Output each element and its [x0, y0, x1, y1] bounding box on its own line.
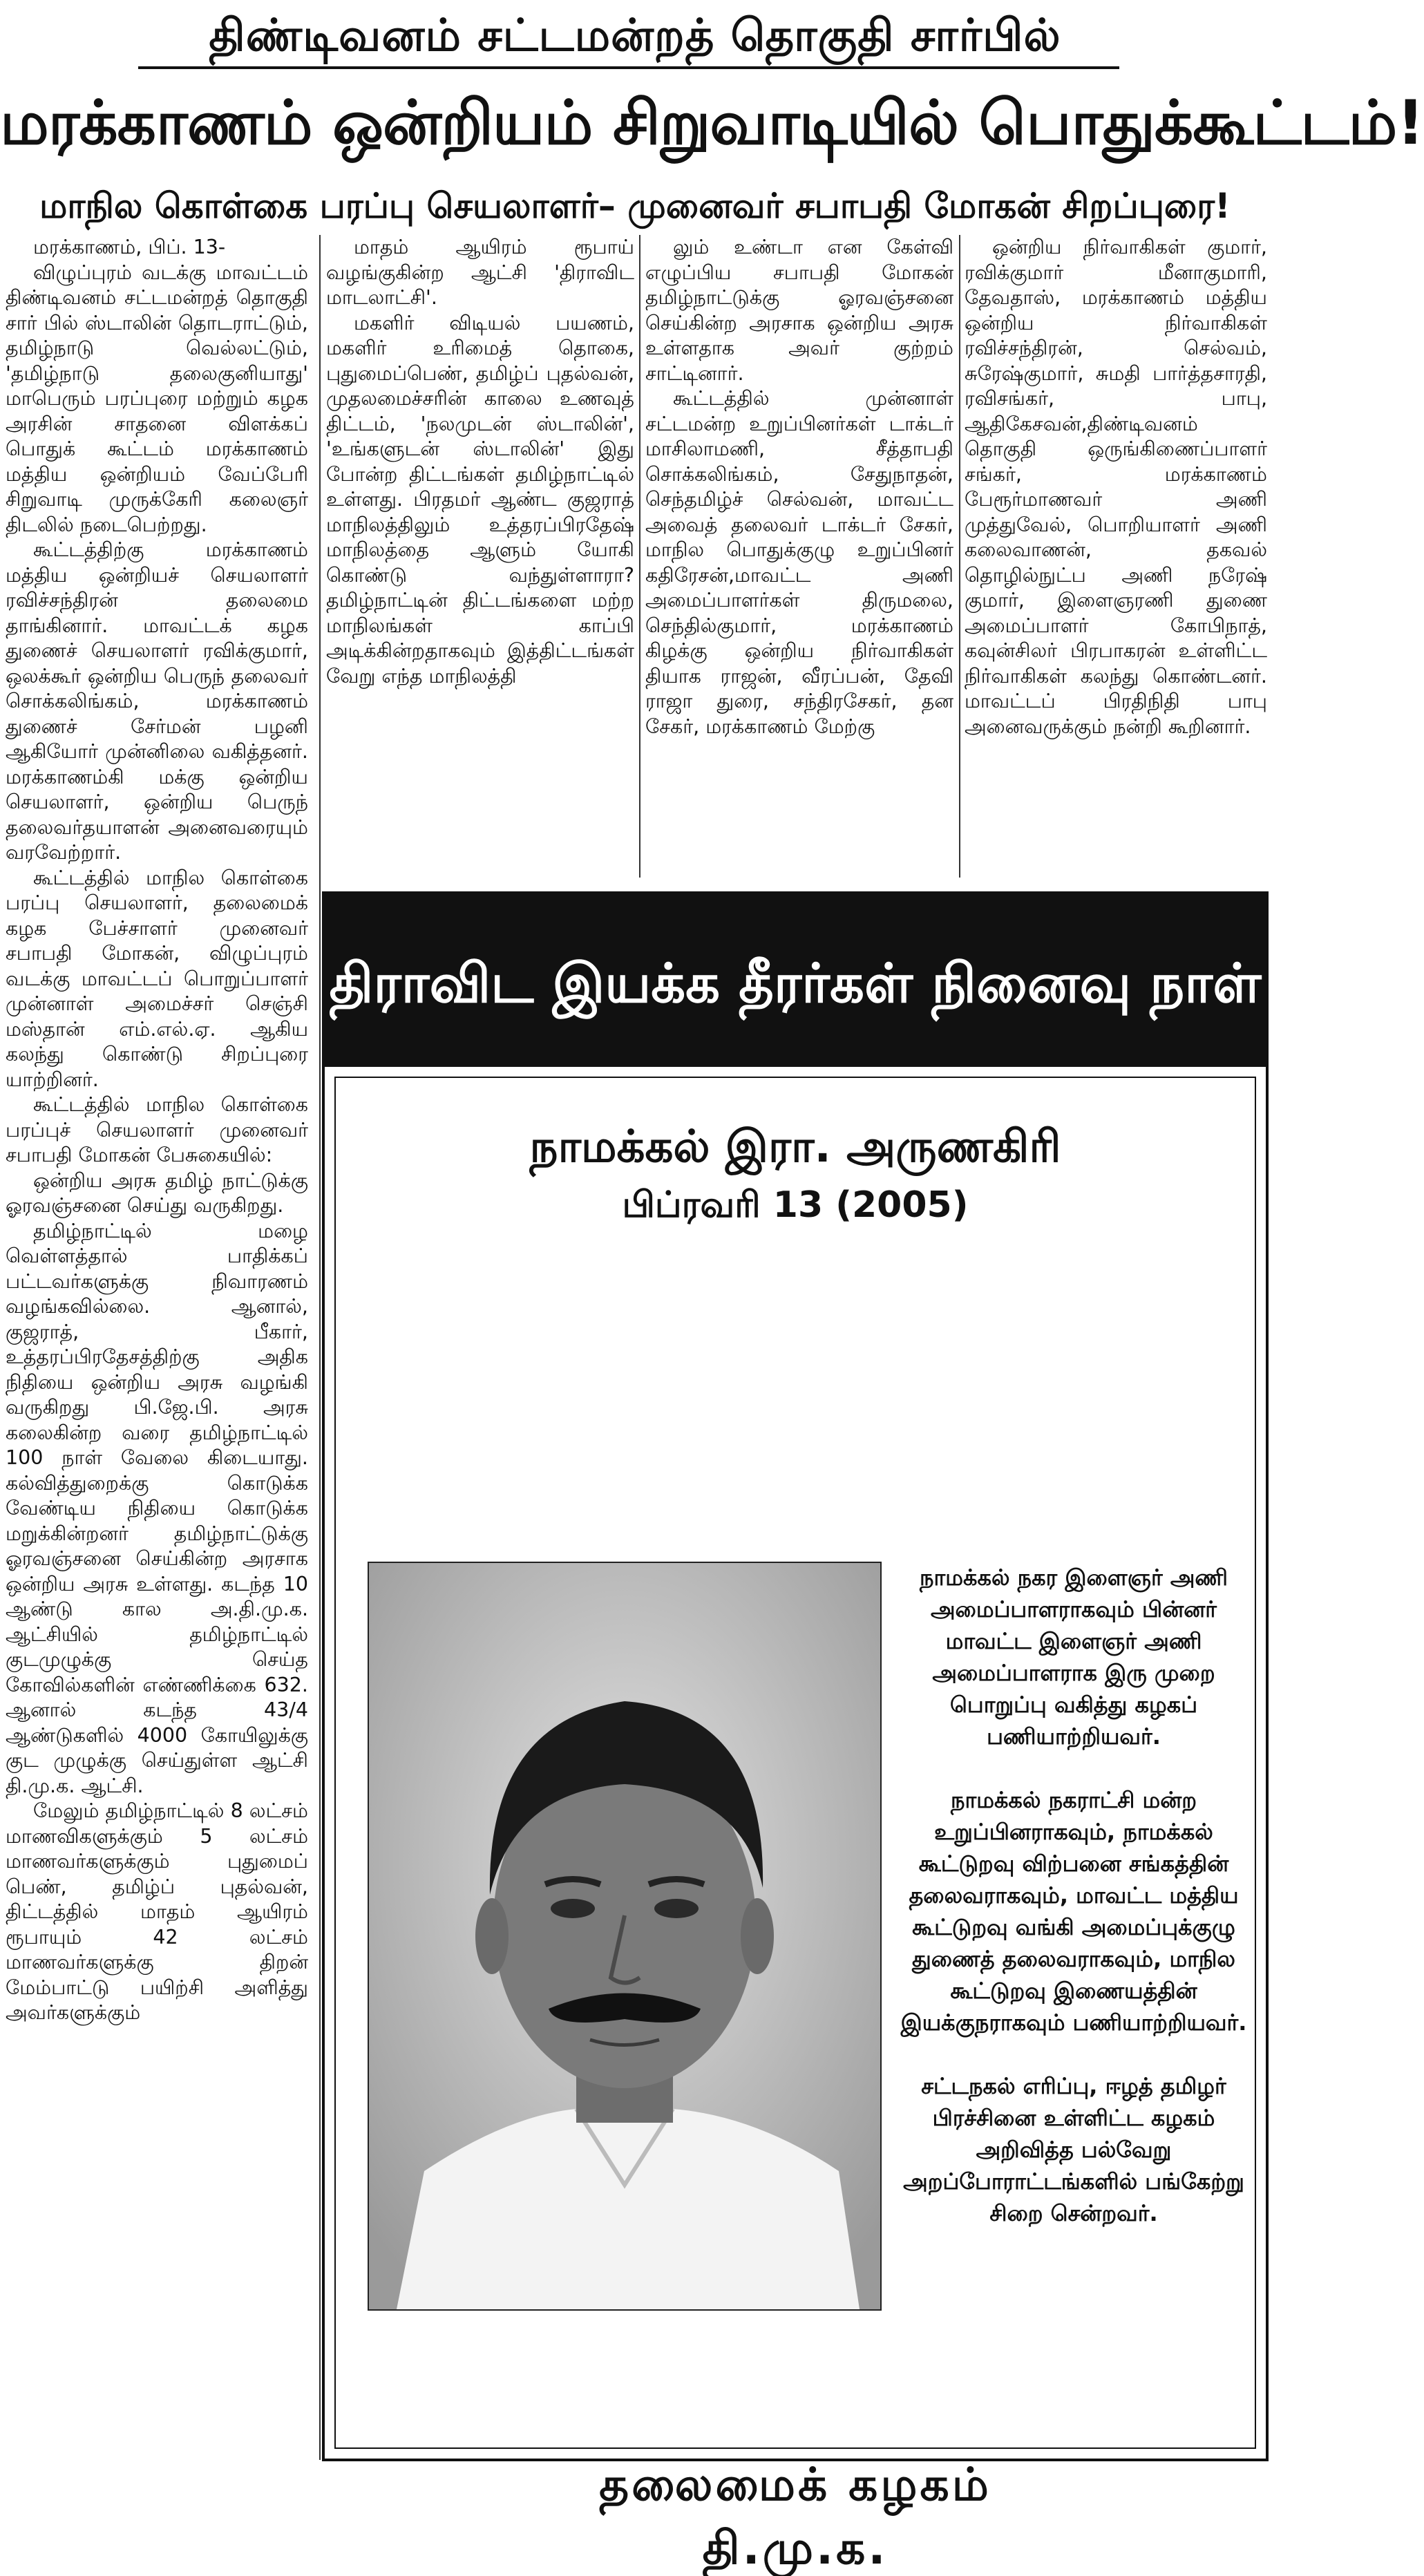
signature-party: தி.மு.க.	[702, 2521, 889, 2575]
article-column-2	[326, 235, 634, 878]
memorial-banner	[325, 894, 1266, 1067]
signature-organization: தலைமைக் கழகம்	[599, 2458, 991, 2511]
biography	[894, 1562, 1253, 2261]
paragraph: ஒன்றிய நிர்வாகிகள் குமார், ரவிக்குமார் மீனாகுமாரி, தேவதாஸ், மரக்காணம் மத்திய ஒன்றிய நிர்வாகிகள் ரவிச்சந்திரன், செல்வம், சுரேஷ்குமார், சுமதி பார்த்தசாரதி, ரவிசங்கர், பாபு, ஆதிகேசவன்,திண்டிவனம் தொகுதி ஒருங்கிணைப்பாளர் சங்கர், மரக்காணம் பேரூர்மாணவர் அணி முத்துவேல், பொறியாளர் அணி கலைவாணன், தகவல் தொழில்நுட்ப அணி நரேஷ் குமார், இளைஞரணி துணை அமைப்பாளர் கோபிநாத், கவுன்சிலர் பிரபாகரன் உள்ளிட்ட நிர்வாகிகள் கலந்து கொண்டனர். மாவட்டப் பிரதிநிதி பாபு அனைவருக்கும் நன்றி கூறினார்.	[965, 236, 1267, 738]
paragraph: லும் உண்டா என கேள்வி எழுப்பிய சபாபதி மோகன் தமிழ்நாட்டுக்கு ஓரவஞ்சனை செய்கின்ற அரசாக ஒன்றிய அரசு உள்ளதாக அவர் குற்றம் சாட்டினார்.	[645, 236, 953, 385]
paragraph: ஒன்றிய அரசு தமிழ் நாட்டுக்கு ஓரவஞ்சனை செய்து வருகிறது.	[6, 1168, 308, 1217]
kicker-title: திண்டிவனம் சட்டமன்றத் தொகுதி சார்பில்	[209, 10, 1061, 61]
paragraph: விழுப்புரம் வடக்கு மாவட்டம் திண்டிவனம் சட்டமன்றத் தொகுதி சார் பில் ஸ்டாலின் தொடராட்டும், தமிழ்நாடு வெல்லட்டும், 'தமிழ்நாடு தலைகுனியாது' மாபெரும் பரப்புரை மற்றும் கழக அரசின் சாதனை விளக்கப் பொதுக் கூட்டம் மரக்காணம் மத்திய ஒன்றியம் வேப்பேரி சிறுவாடி முருக்கேரி கலைஞர் திடலில் நடைபெற்றது.	[6, 261, 308, 536]
paragraph: தமிழ்நாட்டில் மழை வெள்ளத்தால் பாதிக்கப் பட்டவர்களுக்கு நிவாரணம் வழங்கவில்லை. ஆனால், குஜராத், பீகார், உத்தரப்பிரதேசத்திற்கு அதிக நிதியை ஒன்றிய அரசு வழங்கி வருகிறது பி.ஜே.பி. அரசு கலைகின்ற வரை தமிழ்நாட்டில் 100 நாள் வேலை கிடையாது. கல்வித்துறைக்கு கொடுக்க வேண்டிய நிதியை கொடுக்க மறுக்கின்றனர் தமிழ்நாட்டுக்கு ஓரவஞ்சனை செய்கின்ற அரசாக ஒன்றிய அரசு உள்ளது. கடந்த 10 ஆண்டு கால அ.தி.மு.க. ஆட்சியில் தமிழ்நாட்டில் குடமுழுக்கு செய்த கோவில்களின் எண்ணிக்கை 632. ஆனால் கடந்த 43/4 ஆண்டுகளில் 4000 கோயிலுக்கு குட முழுக்கு செய்துள்ள ஆட்சி தி.மு.க. ஆட்சி.	[6, 1219, 308, 1797]
paragraph: மரக்காணம், பிப். 13-	[33, 236, 226, 258]
article-column-1	[6, 235, 315, 2460]
paragraph: மாதம் ஆயிரம் ரூபாய் வழங்குகின்ற ஆட்சி 'திராவிட மாடலாட்சி'.	[326, 236, 634, 309]
portrait-image	[369, 1563, 880, 2309]
article-column-3	[645, 235, 953, 878]
bio-paragraph: நாமக்கல் நகராட்சி மன்ற உறுப்பினராகவும், நாமக்கல் கூட்டுறவு விற்பனை சங்கத்தின் தலைவராகவும், மாவட்ட மத்திய கூட்டுறவு வங்கி அமைப்புக்குழு துணைத் தலைவராகவும், மாநில கூட்டுறவு இணையத்தின் இயக்குநராகவும் பணியாற்றியவர்.	[900, 1787, 1247, 2036]
person-name: நாமக்கல் இரா. அருணகிரி	[529, 1121, 1061, 1173]
bio-paragraph: நாமக்கல் நகர இளைஞர் அணி அமைப்பாளராகவும் பின்னர் மாவட்ட இளைஞர் அணி அமைப்பாளராக இரு முறை பொறுப்பு வகித்து கழகப் பணியாற்றியவர்.	[920, 1564, 1228, 1750]
paragraph: கூட்டத்தில் முன்னாள் சட்டமன்ற உறுப்பினர்கள் டாக்டர் மாசிலாமணி, சீத்தாபதி சொக்கலிங்கம், சேதுநாதன், செந்தமிழ்ச் செல்வன், மாவட்ட அவைத் தலைவர் டாக்டர் சேகர், மாநில பொதுக்குழு உறுப்பினர் கதிரேசன்,மாவட்ட அணி அமைப்பாளர்கள் திருமலை, செந்தில்குமார், மரக்காணம் கிழக்கு ஒன்றிய நிர்வாகிகள் தியாக ராஜன், வீரப்பன், தேவி ராஜா துரை, சந்திரசேகர், தன சேகர், மரக்காணம் மேற்கு	[645, 387, 953, 738]
column-divider	[639, 235, 640, 878]
paragraph: கூட்டத்தில் மாநில கொள்கை பரப்பு செயலாளர், தலைமைக் கழக பேச்சாளர் முனைவர் சபாபதி மோகன், விழுப்புரம் வடக்கு மாவட்டப் பொறுப்பாளர் முன்னாள் அமைச்சர் செஞ்சி மஸ்தான் எம்.எல்.ஏ. ஆகிய கலந்து கொண்டு சிறப்புரை யாற்றினர்.	[6, 866, 308, 1091]
column-divider	[959, 235, 960, 878]
paragraph: கூட்டத்திற்கு மரக்காணம் மத்திய ஒன்றியச் செயலாளர் ரவிச்சந்திரன் தலைமை தாங்கினார். மாவட்டக் கழக துணைச் செயலாளர் ரவிக்குமார், ஒலக்கூர் ஒன்றிய பெருந் தலைவர் சொக்கலிங்கம், மரக்காணம் துணைச் சேர்மன் பழனி ஆகியோர் முன்னிலை வகித்தனர். மரக்காணம்கி மக்கு ஒன்றிய செயலாளர், ஒன்றிய பெருந் தலைவர்தயாளன் அனைவரையும் வரவேற்றார்.	[6, 538, 308, 864]
bio-paragraph: சட்டநகல் எரிப்பு, ஈழத் தமிழர் பிரச்சினை உள்ளிட்ட கழகம் அறிவித்த பல்வேறு அறப்போராட்டங்களில் பங்கேற்று சிறை சென்றவர்.	[903, 2073, 1244, 2226]
portrait-photo	[368, 1562, 882, 2311]
paragraph: கூட்டத்தில் மாநில கொள்கை பரப்புச் செயலாளர் முனைவர் சபாபதி மோகன் பேசுகையில்:	[6, 1093, 308, 1166]
article-column-4	[965, 235, 1267, 878]
memorial-banner-title: திராவிட இயக்க தீரர்கள் நினைவு நாள்	[329, 953, 1262, 1015]
column-divider	[319, 235, 321, 2460]
subheadline: மாநில கொள்கை பரப்பு செயலாளர்– முனைவர் சபாபதி மோகன் சிறப்புரை!	[39, 186, 1231, 226]
person-date: பிப்ரவரி 13 (2005)	[622, 1184, 969, 1226]
paragraph: மேலும் தமிழ்நாட்டில் 8 லட்சம் மாணவிகளுக்கும் 5 லட்சம் மாணவர்களுக்கும் புதுமைப் பெண், தமிழ்ப் புதல்வன், திட்டத்தில் மாதம் ஆயிரம் ரூபாயும் 42 லட்சம் மாணவர்களுக்கு திறன் மேம்பாட்டு பயிற்சி அளித்து அவர்களுக்கும்	[6, 1799, 308, 2024]
memorial-content	[334, 1077, 1256, 2575]
paragraph: மகளிர் விடியல் பயணம், மகளிர் உரிமைத் தொகை, புதுமைப்பெண், தமிழ்ப் புதல்வன், முதலமைச்சரின் காலை உணவுத் திட்டம், 'நலமுடன் ஸ்டாலின்', 'உங்களுடன் ஸ்டாலின்' இது போன்ற திட்டங்கள் தமிழ்நாட்டில் உள்ளது. பிரதமர் ஆண்ட குஜராத் மாநிலத்திலும் உத்தரப்பிரதேஷ் மாநிலத்தை ஆளும் யோகி கொண்டு வந்துள்ளாரா? தமிழ்நாட்டின் திட்டங்களை மற்ற மாநிலங்கள் காப்பி அடிக்கின்றதாகவும் இத்திட்டங்கள் வேறு எந்த மாநிலத்தி	[326, 311, 634, 688]
memorial-notice	[322, 891, 1269, 2575]
headline: மரக்காணம் ஒன்றியம் சிறுவாடியில் பொதுக்கூட்டம்!	[0, 87, 1424, 158]
kicker-underline	[138, 66, 1119, 69]
